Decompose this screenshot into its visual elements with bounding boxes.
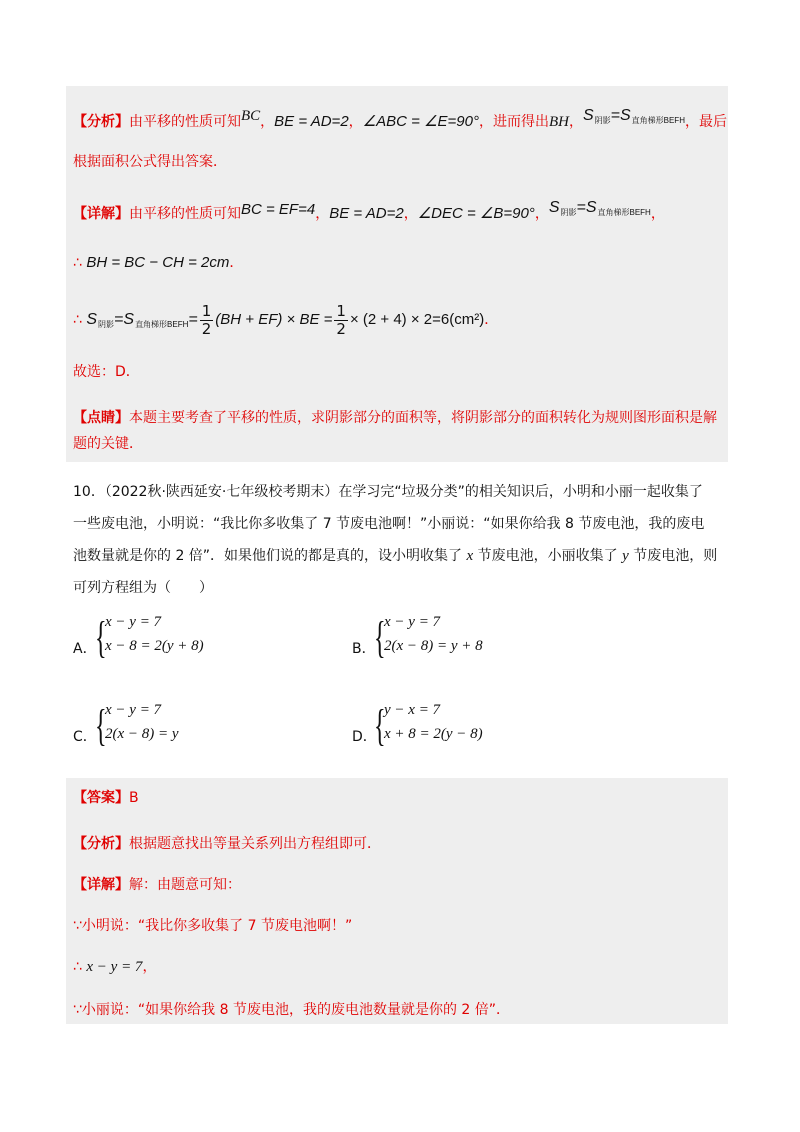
brace: {: [374, 613, 386, 662]
brace: {: [95, 701, 107, 750]
brace: {: [95, 613, 107, 662]
detail-line-1: 【详解】由平移的性质可知BC = EF=4，BE = AD=2，∠DEC = ∠B=90°，$S_{阴影}=S_{直角梯形BEFH}$，: [73, 199, 665, 222]
comment-line-2: 题的关键．: [73, 436, 143, 452]
question-line-2: 一些废电池，小明说：“我比你多收集了 7 节废电池啊！”小丽说：“如果你给我 8 节废电池，我的废电: [73, 516, 705, 532]
answer-analysis-line: 【分析】根据题意找出等量关系列出方程组即可．: [73, 836, 381, 852]
answer-detail-line: 【详解】解：由题意可知：: [73, 877, 241, 893]
question-line-1: 10．（2022秋·陕西延安·七年级校考期末）在学习完“垃圾分类”的相关知识后，小明和小丽一起收集了: [73, 484, 703, 500]
detail-line-2: ∴ BH = BC − CH = 2cm．: [73, 254, 244, 271]
option-d[interactable]: D． { y − x = 7 x + 8 = 2(y − 8): [352, 701, 483, 750]
option-c[interactable]: C． { x − y = 7 2(x − 8) = y: [73, 701, 179, 750]
option-a[interactable]: A． { x − y = 7 x − 8 = 2(y + 8): [73, 613, 204, 662]
analysis-line-1: 【分析】由平移的性质可知BC，BE = AD=2，∠ABC = ∠E=90°，进而得出BH，$S_{阴影}=S_{直角梯形BEFH}$，最后: [73, 107, 727, 130]
detail-line-3: ∴ $S_{阴影}=S_{直角梯形BEFH}=$ $\frac{1}{2}$ (BH + EF) × BE = $\frac{1}{2}$ × (2 + 4) × 2=6(cm²)．: [73, 301, 499, 338]
solution-block-9: [66, 86, 728, 462]
fraction-half: $\frac{1}{2}$: [201, 301, 212, 338]
li-says-line: ∵小丽说：“如果你给我 8 节废电池，我的废电池数量就是你的 2 倍”．: [73, 1002, 511, 1018]
brace: {: [374, 701, 386, 750]
fraction-half: $\frac{1}{2}$: [336, 301, 346, 338]
eq-xy-line: ∴ x − y = 7，: [73, 959, 157, 975]
answer-line: 【答案】B: [73, 790, 139, 806]
solution-block-10: [66, 778, 728, 1024]
option-b[interactable]: B． { x − y = 7 2(x − 8) = y + 8: [352, 613, 483, 662]
comment-line-1: 【点睛】本题主要考查了平移的性质，求阴影部分的面积等，将阴影部分的面积转化为规则图形面积是解: [73, 410, 717, 426]
question-line-4: 可列方程组为（ ）: [73, 580, 213, 596]
choice-line: 故选：D．: [73, 364, 140, 380]
analysis-line-2: 根据面积公式得出答案．: [73, 154, 227, 170]
ming-says-line: ∵小明说：“我比你多收集了 7 节废电池啊！”: [73, 918, 353, 934]
question-line-3: 池数量就是你的 2 倍”．如果他们说的都是真的，设小明收集了 x 节废电池，小丽收集了 y 节废电池，则: [73, 548, 718, 564]
